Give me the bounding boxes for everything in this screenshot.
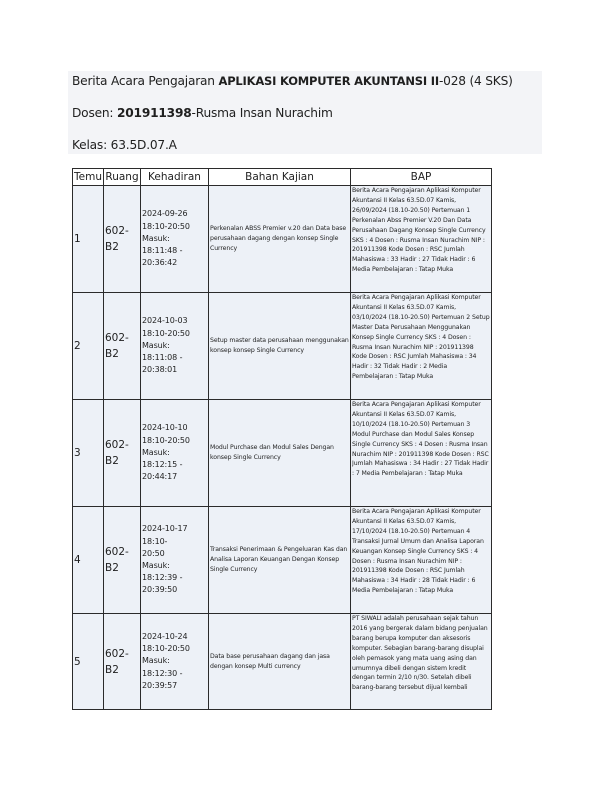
ruang-cell: 602-B2	[104, 186, 141, 293]
course-suffix: -028 (4 SKS)	[438, 74, 513, 88]
title-prefix: Berita Acara Pengajaran	[72, 74, 219, 88]
kehadiran-cell	[141, 186, 209, 293]
bahan-kajian-cell: Modul Purchase dan Modul Sales Dengan konsep Single Currency	[209, 400, 351, 507]
course-name: APLIKASI KOMPUTER AKUNTANSI II	[218, 74, 439, 88]
temu-cell: 3	[73, 400, 104, 507]
keluar-text: 20:38:01	[142, 365, 178, 375]
column-header-ruang: Ruang	[104, 169, 141, 186]
temu-cell: 2	[73, 293, 104, 400]
table-row	[73, 507, 492, 614]
dosen-name: -Rusma Insan Nurachim	[191, 106, 333, 120]
masuk-text: Masuk: 18:11:08 -	[142, 340, 183, 363]
masuk-text: Masuk: 18:12:39 -	[142, 561, 183, 583]
bap-cell	[351, 507, 492, 614]
bap-text: Berita Acara Pengajaran Aplikasi Komputer Akuntansi II Kelas 63.5D.07 Kamis, 17/10/2024 (18.10-20.50) Pertemuan 4 Transaksi Jurnal Umum dan Analisa Laporan Keuangan Konsep Single Currency SKS : 4 Dosen : Rusma Insan Nurachim NIP : 201911398 Kode Dosen : RSC Jumlah Mahasiswa : 34 Hadir : 28 Tidak Hadir : 6 Media Pembelajaran : Tatap Muka	[352, 508, 484, 595]
jam-text: 18:10-20:50	[142, 221, 190, 231]
masuk-text: Masuk: 18:12:30 -	[142, 656, 183, 678]
dosen-label: Dosen:	[72, 106, 117, 120]
bap-table	[72, 168, 492, 710]
ruang-cell: 602-B2	[104, 293, 141, 400]
keluar-text: 20:44:17	[142, 472, 178, 482]
ruang-cell: 602-B2	[104, 507, 141, 614]
bahan-kajian-cell: Transaksi Penerimaan & Pengeluaran Kas dan Analisa Laporan Keuangan Dengan Konsep Single Currency	[209, 507, 351, 614]
bap-cell	[351, 614, 492, 710]
column-header-kehadiran: Kehadiran	[141, 169, 209, 186]
bap-text: Berita Acara Pengajaran Aplikasi Komputer Akuntansi II Kelas 63.5D.07 Kamis, 26/09/2024 (18.10-20.50) Pertemuan 1 Perkenalan Abss Premier V.20 Dan Data Perusahaan Dagang Konsep Single Currency SKS : 4 Dosen : Rusma Insan Nurachim NIP : 201911398 Kode Dosen : RSC Jumlah Mahasiswa : 33 Hadir : 27 Tidak Hadir : 6 Media Pembelajaran : Tatap Muka	[352, 187, 486, 274]
temu-cell: 5	[73, 614, 104, 710]
table-row	[73, 186, 492, 293]
ruang-cell: 602-B2	[104, 614, 141, 710]
masuk-text: Masuk: 18:12:15 -	[142, 447, 183, 470]
table-header-row	[73, 169, 492, 186]
document-title	[72, 73, 513, 89]
bap-cell	[351, 186, 492, 293]
bahan-kajian-cell: Perkenalan ABSS Premier v.20 dan Data base perusahaan dagang dengan konsep Single Currency	[209, 186, 351, 293]
keluar-text: 20:39:57	[142, 680, 178, 690]
bahan-kajian-cell: Data base perusahaan dagang dan jasa dengan konsep Multi currency	[209, 614, 351, 710]
kelas-value: 63.5D.07.A	[110, 138, 177, 152]
table-row	[73, 400, 492, 507]
kehadiran-cell	[141, 293, 209, 400]
bap-text: PT SIWALI adalah perusahaan sejak tahun 2016 yang bergerak dalam bidang penjualan barang berupa komputer dan aksesoris komputer. Sebagian barang-barang disuplai oleh pemasok yang mata uang asing dan umumnya dibeli dengan sistem kredit dengan termin 2/10 n/30. Setelah dibeli barang-barang tersebut dijual kembali	[352, 615, 488, 692]
dosen-nip: 201911398	[117, 106, 192, 120]
table-row	[73, 614, 492, 710]
ruang-cell: 602-B2	[104, 400, 141, 507]
masuk-text: Masuk: 18:11:48 -	[142, 233, 183, 256]
tanggal-text: 2024-10-10	[142, 423, 188, 433]
kehadiran-cell	[141, 507, 209, 614]
table-row	[73, 293, 492, 400]
tanggal-text: 2024-10-17 18:10-	[142, 524, 188, 546]
bahan-kajian-cell: Setup master data perusahaan menggunakan konsep konsep Single Currency	[209, 293, 351, 400]
class-line	[72, 137, 177, 153]
lecturer-line	[72, 105, 333, 121]
bap-text: Berita Acara Pengajaran Aplikasi Komputer Akuntansi II Kelas 63.5D.07 Kamis, 03/10/2024 (18.10-20.50) Pertemuan 2 Setup Master Data Perusahaan Menggunakan Konsep Single Currency SKS : 4 Dosen : Rusma Insan Nurachim NIP : 201911398 Kode Dosen : RSC Jumlah Mahasiswa : 34 Hadir : 32 Tidak Hadir : 2 Media Pembelajaran : Tatap Muka	[352, 294, 490, 381]
kehadiran-cell	[141, 614, 209, 710]
column-header-temu: Temu	[73, 169, 104, 186]
bap-cell	[351, 293, 492, 400]
bap-cell	[351, 400, 492, 507]
keluar-text: 20:39:50	[142, 585, 178, 595]
jam-text: 18:10-20:50	[142, 328, 190, 338]
bap-text: Berita Acara Pengajaran Aplikasi Komputer Akuntansi II Kelas 63.5D.07 Kamis, 10/10/2024 (18.10-20.50) Pertemuan 3 Modul Purchase dan Modul Sales Konsep Single Currency SKS : 4 Dosen : Rusma Insan Nurachim NIP : 201911398 Kode Dosen : RSC Jumlah Mahasiswa : 34 Hadir : 27 Tidak Hadir : 7 Media Pembelajaran : Tatap Muka	[352, 401, 489, 478]
keluar-text: 20:36:42	[142, 258, 178, 268]
column-header-bap: BAP	[351, 169, 492, 186]
tanggal-text: 2024-09-26	[142, 209, 188, 219]
tanggal-text: 2024-10-03	[142, 316, 188, 326]
jam-text: 18:10-20:50	[142, 644, 190, 654]
kelas-label: Kelas:	[72, 138, 111, 152]
tanggal-text: 2024-10-24	[142, 631, 188, 641]
jam-text: 20:50	[142, 548, 165, 558]
column-header-bahan-kajian: Bahan Kajian	[209, 169, 351, 186]
temu-cell: 1	[73, 186, 104, 293]
temu-cell: 4	[73, 507, 104, 614]
kehadiran-cell	[141, 400, 209, 507]
jam-text: 18:10-20:50	[142, 435, 190, 445]
